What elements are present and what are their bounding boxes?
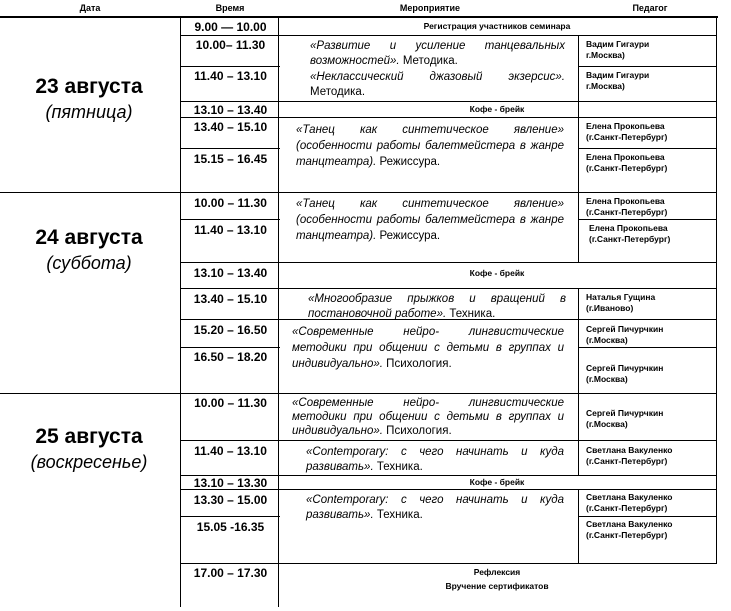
- time-slot: 13.10 – 13.40: [193, 103, 268, 117]
- rule: [578, 219, 717, 220]
- rule: [180, 148, 280, 149]
- rule: [180, 440, 717, 441]
- event-kind: Психология.: [386, 425, 452, 437]
- teacher-city: (г.Санкт-Петербург): [586, 207, 668, 217]
- time-slot: 13.40 – 15.10: [193, 120, 268, 134]
- rule: [180, 347, 280, 348]
- day-weekday: (пятница): [45, 102, 133, 122]
- teacher-city: (г.Москва): [586, 419, 628, 429]
- teacher-name: Вадим Гигаури: [586, 39, 650, 49]
- rule: [578, 347, 717, 348]
- day-date: 25 августа: [35, 425, 143, 448]
- event-title: «Неклассический джазовый экзерсис».: [310, 71, 565, 83]
- time-slot: 15.20 – 16.50: [193, 323, 268, 337]
- teacher-city: г.Москва): [586, 81, 625, 91]
- teacher-cell: [586, 492, 716, 514]
- teacher-cell: [586, 39, 716, 61]
- teacher-name: Елена Прокопьева: [586, 121, 665, 131]
- rule: [180, 66, 280, 67]
- rule: [180, 219, 280, 220]
- time-slot: 17.00 – 17.30: [193, 566, 268, 580]
- event-cell: [292, 324, 564, 372]
- teacher-cell: [586, 121, 716, 143]
- rule: [0, 393, 717, 394]
- rule: [180, 262, 717, 263]
- teacher-name: Елена Прокопьева: [589, 223, 668, 233]
- registration-row: Регистрация участников семинара: [423, 21, 571, 31]
- header-event: Мероприятие: [399, 3, 461, 13]
- time-slot: 16.50 – 18.20: [193, 350, 268, 364]
- teacher-cell: [589, 223, 719, 245]
- event-title: «Современные нейро- лингвистические методики при общении с детьми в группах и индивидуально».: [292, 397, 564, 437]
- teacher-city: (г.Санкт-Петербург): [589, 234, 671, 244]
- event-title: «Танец как синтетическое явление» (особенности работы балетмейстера в жанре танцтеатра).: [296, 124, 564, 168]
- teacher-cell: [586, 324, 716, 346]
- rule: [0, 192, 717, 193]
- event-title: «Развитие и усиление танцевальных возможностей».: [310, 40, 565, 67]
- closing-certificates: Вручение сертификатов: [445, 581, 549, 591]
- event-title: «Contemporary: с чего начинать и куда развивать».: [306, 494, 564, 521]
- event-kind: Техника.: [449, 308, 496, 320]
- event-title: «Contemporary: с чего начинать и куда развивать».: [306, 446, 564, 473]
- time-slot: 11.40 – 13.10: [194, 444, 267, 458]
- coffee-break: Кофе - брейк: [469, 477, 525, 487]
- teacher-name: Вадим Гигаури: [586, 70, 650, 80]
- time-slot: 9.00 — 10.00: [194, 20, 267, 34]
- time-slot: 11.40 – 13.10: [194, 223, 267, 237]
- teacher-name: Сергей Пичурчкин: [586, 408, 664, 418]
- event-kind: Режиссура.: [379, 156, 441, 168]
- time-slot: 10.00– 11.30: [195, 38, 266, 52]
- event-kind: Методика.: [310, 86, 366, 98]
- rule: [0, 16, 718, 18]
- teacher-cell: [586, 292, 716, 314]
- teacher-city: (г.Санкт-Петербург): [586, 456, 668, 466]
- teacher-cell: [586, 363, 716, 385]
- rule: [180, 35, 717, 36]
- coffee-break: Кофе - брейк: [469, 268, 525, 278]
- rule: [180, 563, 717, 564]
- header-time: Время: [215, 3, 245, 13]
- teacher-cell: [586, 152, 716, 174]
- event-cell: [296, 196, 564, 244]
- event-title: «Современные нейро- лингвистические методики при общении с детьми в группах и индивидуально».: [292, 326, 564, 370]
- event-kind: Режиссура.: [379, 230, 441, 242]
- rule: [180, 516, 280, 517]
- header-date: Дата: [79, 3, 101, 13]
- teacher-city: (г.Иваново): [586, 303, 634, 313]
- day-weekday: (суббота): [46, 253, 132, 273]
- rule: [578, 148, 717, 149]
- teacher-city: (г.Санкт-Петербург): [586, 503, 668, 513]
- day-block: [3, 74, 175, 124]
- event-title: «Многообразие прыжков и вращений в постановочной работе».: [308, 293, 566, 320]
- rule: [578, 66, 717, 67]
- event-cell: [306, 445, 564, 475]
- teacher-cell: [586, 196, 716, 218]
- time-slot: 10.00 – 11.30: [194, 396, 267, 410]
- teacher-name: Наталья Гущина: [586, 292, 656, 302]
- teacher-city: (г.Санкт-Петербург): [586, 163, 668, 173]
- rule: [180, 288, 717, 289]
- teacher-city: (г.Санкт-Петербург): [586, 132, 668, 142]
- teacher-name: Светлана Вакуленко: [586, 445, 673, 455]
- event-cell: [310, 70, 565, 100]
- day-block: [3, 424, 175, 474]
- teacher-cell: [586, 445, 716, 467]
- event-kind: Техника.: [376, 509, 423, 521]
- time-slot: 13.10 – 13.30: [193, 476, 268, 490]
- rule: [578, 489, 579, 563]
- day-date: 23 августа: [35, 75, 143, 98]
- day-weekday: (воскресенье): [30, 452, 148, 472]
- event-cell: [292, 396, 564, 438]
- teacher-city: (г.Москва): [586, 374, 628, 384]
- rule: [180, 101, 717, 102]
- teacher-name: Светлана Вакуленко: [586, 519, 673, 529]
- event-title: «Танец как синтетическое явление» (особенности работы балетмейстера в жанре танцтеатра).: [296, 198, 564, 242]
- rule: [716, 17, 717, 563]
- rule: [578, 516, 717, 517]
- rule: [578, 288, 579, 475]
- teacher-cell: [586, 70, 716, 92]
- coffee-break: Кофе - брейк: [469, 104, 525, 114]
- teacher-name: Елена Прокопьева: [586, 196, 665, 206]
- time-slot: 13.40 – 15.10: [193, 292, 268, 306]
- teacher-city: (г.Санкт-Петербург): [586, 530, 668, 540]
- time-slot: 10.00 – 11.30: [194, 196, 267, 210]
- day-date: 24 августа: [35, 226, 143, 249]
- header-teacher: Педагог: [632, 3, 668, 13]
- event-cell: [308, 292, 566, 322]
- teacher-city: г.Москва): [586, 50, 625, 60]
- time-slot: 15.15 – 16.45: [193, 152, 268, 166]
- teacher-cell: [586, 519, 716, 541]
- rule: [180, 117, 717, 118]
- teacher-city: (г.Москва): [586, 335, 628, 345]
- event-cell: [306, 493, 564, 523]
- time-slot: 13.30 – 15.00: [193, 493, 268, 507]
- teacher-name: Сергей Пичурчкин: [586, 363, 664, 373]
- event-kind: Методика.: [402, 55, 458, 67]
- event-cell: [296, 122, 564, 170]
- time-slot: 11.40 – 13.10: [194, 69, 267, 83]
- time-slot: 15.05 -16.35: [196, 520, 265, 534]
- event-kind: Психология.: [386, 358, 452, 370]
- teacher-name: Светлана Вакуленко: [586, 492, 673, 502]
- teacher-name: Елена Прокопьева: [586, 152, 665, 162]
- teacher-cell: [586, 408, 716, 430]
- event-cell: [310, 39, 565, 69]
- closing-reflection: Рефлексия: [473, 567, 521, 577]
- time-slot: 13.10 – 13.40: [193, 266, 268, 280]
- rule: [180, 17, 181, 607]
- day-block: [3, 225, 175, 275]
- teacher-name: Сергей Пичурчкин: [586, 324, 664, 334]
- event-kind: Техника.: [376, 461, 423, 473]
